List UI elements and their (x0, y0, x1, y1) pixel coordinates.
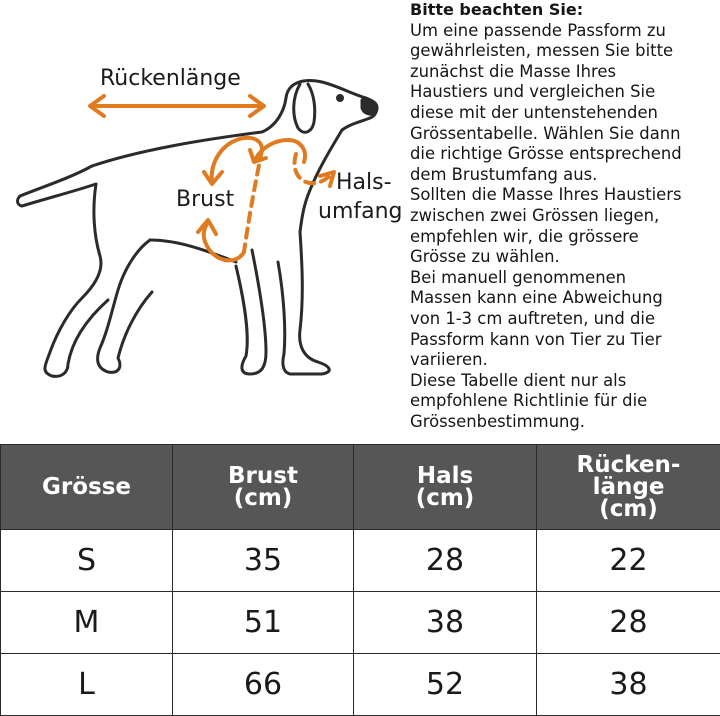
header-chest-text: Brust (173, 465, 353, 487)
cell-back-length: 22 (537, 530, 720, 592)
header-back-unit: (cm) (537, 498, 720, 520)
cell-neck: 52 (354, 654, 537, 716)
neck-label-line2: umfang (318, 199, 403, 224)
table-row (1, 592, 720, 654)
cell-chest: 66 (173, 654, 354, 716)
notice-paragraph: Um eine passende Passform zu gewährleisten, messen Sie bitte zunächst die Masse Ihres Haustiers und vergleichen Sie diese mit der untenstehenden Grössentabelle. Wählen Sie dann die richtige Grösse entsprechend dem Brustumfang aus. (410, 21, 716, 186)
cell-size: L (1, 654, 173, 716)
header-chest-unit: (cm) (173, 487, 353, 509)
cell-chest: 35 (173, 530, 354, 592)
header-size (1, 445, 173, 530)
header-neck-unit: (cm) (354, 487, 536, 509)
chest-label: Brust (176, 187, 234, 212)
table-row (1, 530, 720, 592)
header-back-text-1: Rücken- (537, 454, 720, 476)
size-table-body (1, 530, 720, 716)
dog-measurement-diagram (0, 0, 408, 440)
header-back-length (537, 445, 720, 530)
size-table-header (1, 445, 720, 530)
dog-outline (18, 81, 378, 377)
cell-back-length: 28 (537, 592, 720, 654)
header-back-text-2: länge (537, 476, 720, 498)
notice-text-block (410, 0, 716, 432)
measurement-guides (90, 96, 334, 260)
back-length-label: Rückenlänge (100, 66, 241, 91)
size-table (0, 444, 720, 716)
neck-label-line1: Hals- (336, 170, 392, 195)
cell-size: S (1, 530, 173, 592)
cell-neck: 38 (354, 592, 537, 654)
table-row (1, 654, 720, 716)
notice-paragraph: Bei manuell genommenen Massen kann eine Abweichung von 1-3 cm auftreten, und die Passform kann von Tier zu Tier variieren. (410, 268, 716, 371)
header-size-text: Grösse (1, 476, 172, 498)
notice-title: Bitte beachten Sie: (410, 0, 716, 21)
cell-back-length: 38 (537, 654, 720, 716)
header-chest (173, 445, 354, 530)
cell-size: M (1, 592, 173, 654)
header-neck (354, 445, 537, 530)
notice-paragraph: Sollten die Masse Ihres Haustiers zwischen zwei Grössen liegen, empfehlen wir, die grössere Grösse zu wählen. (410, 185, 716, 267)
notice-paragraph: Diese Tabelle dient nur als empfohlene Richtlinie für die Grössenbestimmung. (410, 371, 716, 433)
header-row (1, 445, 720, 530)
cell-neck: 28 (354, 530, 537, 592)
header-neck-text: Hals (354, 465, 536, 487)
cell-chest: 51 (173, 592, 354, 654)
